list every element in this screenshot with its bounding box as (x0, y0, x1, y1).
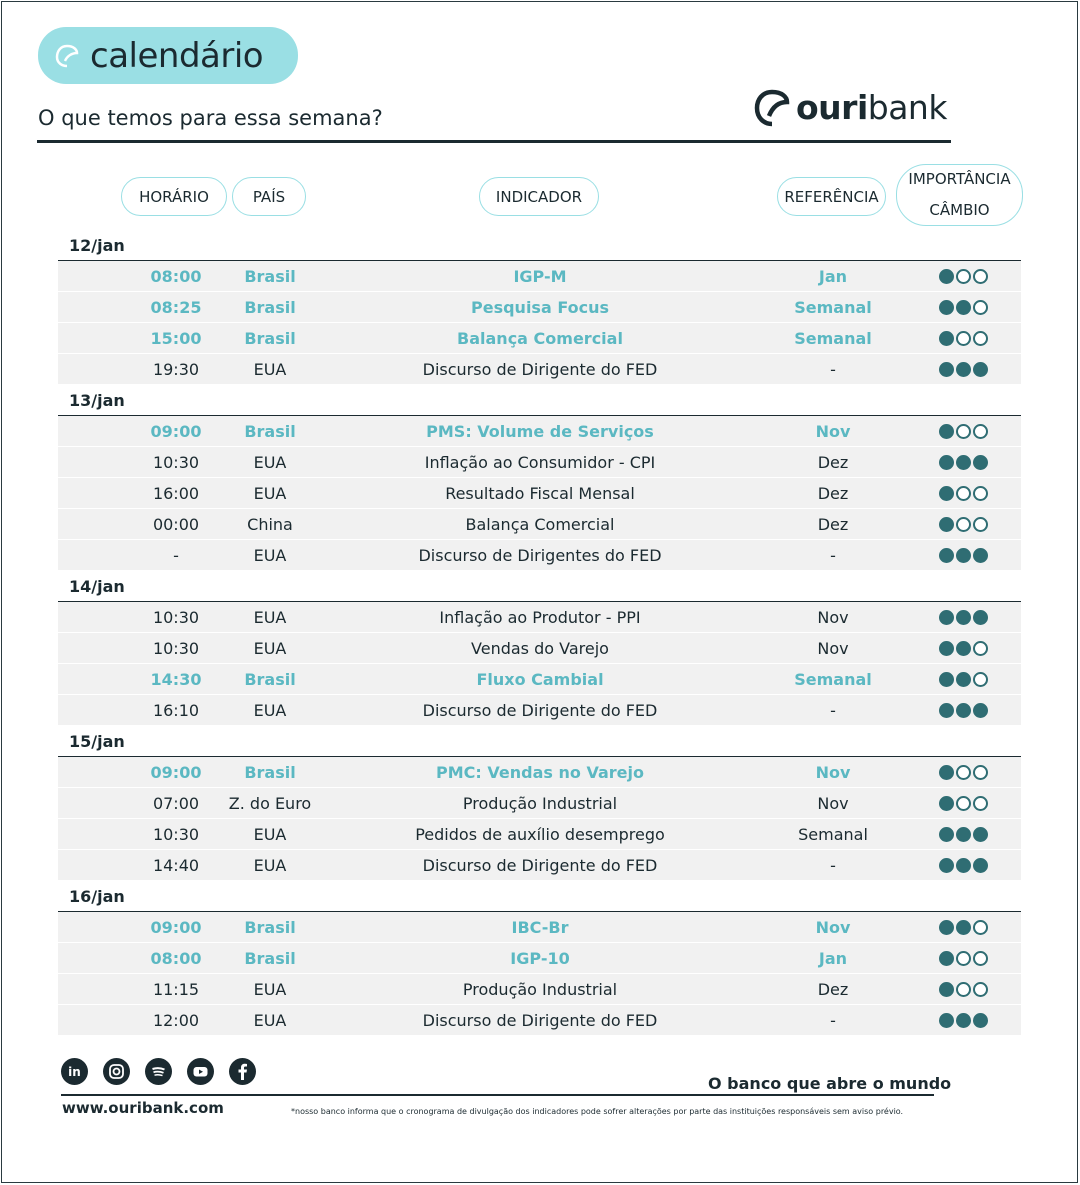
event-indicator: Discurso de Dirigente do FED (422, 1011, 658, 1030)
footer-tagline: O banco que abre o mundo (708, 1074, 952, 1093)
event-indicator: PMC: Vendas no Varejo (436, 763, 644, 782)
importance-rating (913, 912, 1013, 943)
leaf-icon (54, 43, 80, 69)
event-indicator: Discurso de Dirigentes do FED (418, 546, 662, 565)
importance-rating (913, 416, 1013, 447)
brand-name-light: bank (867, 87, 947, 127)
event-reference: Dez (817, 484, 849, 503)
event-indicator: Discurso de Dirigente do FED (422, 360, 658, 379)
importance-rating (913, 292, 1013, 323)
event-row (58, 974, 1021, 1005)
event-reference: Nov (817, 794, 849, 813)
social-links (61, 1058, 256, 1085)
event-time: 14:30 (150, 670, 202, 689)
event-country: Brasil (244, 329, 296, 348)
importance-dot-filled (956, 672, 971, 687)
event-time: 15:00 (150, 329, 202, 348)
header-divider (37, 140, 951, 143)
event-reference: Dez (817, 980, 849, 999)
event-reference: Nov (815, 763, 851, 782)
importance-dot-empty (973, 982, 988, 997)
importance-dot-filled (956, 610, 971, 625)
importance-dot-filled (973, 455, 988, 470)
importance-rating (913, 633, 1013, 664)
importance-dot-empty (973, 300, 988, 315)
event-time: 09:00 (150, 918, 202, 937)
importance-dot-empty (956, 424, 971, 439)
event-row (58, 1005, 1021, 1036)
event-country: EUA (253, 360, 287, 379)
footer-divider (61, 1094, 934, 1096)
column-header-country: PAÍS (232, 177, 306, 216)
importance-dot-filled (939, 455, 954, 470)
importance-dot-filled (956, 455, 971, 470)
event-reference: - (830, 360, 836, 379)
event-reference: Semanal (798, 825, 868, 844)
importance-dot-filled (939, 486, 954, 501)
importance-dot-empty (973, 424, 988, 439)
event-reference: Dez (817, 515, 849, 534)
event-row (58, 819, 1021, 850)
importance-dot-filled (956, 920, 971, 935)
importance-rating (913, 602, 1013, 633)
importance-dot-empty (973, 672, 988, 687)
column-header-indicator: INDICADOR (479, 177, 599, 216)
importance-dot-filled (939, 362, 954, 377)
brand-name-bold: ouri (796, 87, 868, 127)
event-time: 10:30 (152, 639, 200, 658)
importance-dot-empty (956, 796, 971, 811)
calendar-table (58, 230, 1021, 1036)
importance-rating (913, 788, 1013, 819)
event-row (58, 323, 1021, 354)
event-row (58, 695, 1021, 726)
youtube-icon[interactable] (187, 1058, 214, 1085)
event-country: EUA (253, 980, 287, 999)
brand-logo (754, 86, 947, 128)
event-reference: Nov (815, 918, 851, 937)
importance-dot-empty (956, 331, 971, 346)
event-indicator: Pedidos de auxílio desemprego (415, 825, 665, 844)
importance-dot-filled (939, 517, 954, 532)
importance-rating (913, 261, 1013, 292)
event-reference: Dez (817, 453, 849, 472)
importance-rating (913, 757, 1013, 788)
event-time: 00:00 (152, 515, 200, 534)
disclaimer-text: *nosso banco informa que o cronograma de divulgação dos indicadores pode sofrer alterações por parte das instituições responsáveis sem aviso prévio. (291, 1107, 904, 1116)
event-time: 19:30 (152, 360, 200, 379)
importance-dot-empty (973, 331, 988, 346)
facebook-icon[interactable] (229, 1058, 256, 1085)
column-header-importance-line2: CÂMBIO (929, 201, 990, 219)
event-indicator: Produção Industrial (462, 980, 618, 999)
event-indicator: Discurso de Dirigente do FED (422, 856, 658, 875)
event-row (58, 788, 1021, 819)
importance-dot-filled (973, 362, 988, 377)
column-header-reference: REFERÊNCIA (777, 177, 886, 216)
column-header-time: HORÁRIO (121, 177, 227, 216)
event-country: Brasil (244, 267, 296, 286)
event-time: 08:00 (150, 267, 202, 286)
event-row (58, 540, 1021, 571)
event-country: Z. do Euro (228, 794, 312, 813)
importance-rating (913, 1005, 1013, 1036)
importance-dot-filled (939, 765, 954, 780)
importance-dot-filled (956, 300, 971, 315)
event-row (58, 478, 1021, 509)
importance-dot-empty (956, 517, 971, 532)
importance-rating (913, 974, 1013, 1005)
importance-dot-filled (939, 703, 954, 718)
event-country: EUA (253, 546, 287, 565)
page-subtitle: O que temos para essa semana? (38, 106, 383, 130)
event-indicator: PMS: Volume de Serviços (426, 422, 654, 441)
importance-dot-filled (956, 703, 971, 718)
event-time: 14:40 (152, 856, 200, 875)
importance-rating (913, 447, 1013, 478)
event-indicator: Fluxo Cambial (476, 670, 604, 689)
importance-dot-empty (956, 982, 971, 997)
event-reference: - (830, 546, 836, 565)
importance-dot-filled (939, 331, 954, 346)
importance-dot-filled (939, 982, 954, 997)
event-time: - (173, 546, 179, 565)
event-row (58, 354, 1021, 385)
importance-dot-empty (973, 796, 988, 811)
event-row (58, 602, 1021, 633)
event-indicator: Resultado Fiscal Mensal (445, 484, 635, 503)
importance-dot-filled (973, 858, 988, 873)
event-country: Brasil (244, 422, 296, 441)
importance-dot-empty (956, 269, 971, 284)
ouribank-logo-icon (754, 86, 790, 128)
importance-dot-filled (939, 796, 954, 811)
event-indicator: Discurso de Dirigente do FED (422, 701, 658, 720)
event-time: 08:00 (150, 949, 202, 968)
importance-dot-filled (939, 641, 954, 656)
event-indicator: Inflação ao Produtor - PPI (439, 608, 641, 627)
importance-dot-filled (956, 548, 971, 563)
event-indicator: IGP-M (513, 267, 567, 286)
column-header-importance (896, 164, 1023, 226)
importance-dot-empty (956, 765, 971, 780)
importance-rating (913, 509, 1013, 540)
day-label: 12/jan (58, 230, 1021, 261)
importance-dot-empty (973, 765, 988, 780)
event-reference: Jan (818, 949, 848, 968)
event-time: 10:30 (152, 453, 200, 472)
event-time: 10:30 (152, 608, 200, 627)
importance-rating (913, 943, 1013, 974)
event-indicator: Vendas do Varejo (471, 639, 609, 658)
event-reference: - (830, 701, 836, 720)
event-country: EUA (253, 639, 287, 658)
importance-dot-empty (973, 486, 988, 501)
event-row (58, 757, 1021, 788)
event-reference: Nov (817, 639, 849, 658)
importance-dot-filled (956, 858, 971, 873)
event-time: 09:00 (150, 763, 202, 782)
instagram-icon[interactable] (103, 1058, 130, 1085)
event-reference: Semanal (794, 329, 872, 348)
event-indicator: Inflação ao Consumidor - CPI (424, 453, 656, 472)
importance-dot-empty (973, 951, 988, 966)
event-indicator: Balança Comercial (457, 329, 623, 348)
importance-rating (913, 323, 1013, 354)
event-time: 16:10 (152, 701, 200, 720)
event-indicator: IBC-Br (511, 918, 569, 937)
event-time: 09:00 (150, 422, 202, 441)
event-row (58, 261, 1021, 292)
event-country: EUA (253, 453, 287, 472)
importance-dot-filled (973, 703, 988, 718)
importance-dot-filled (973, 610, 988, 625)
event-country: Brasil (244, 670, 296, 689)
importance-rating (913, 664, 1013, 695)
day-label: 15/jan (58, 726, 1021, 757)
event-reference: - (830, 1011, 836, 1030)
event-country: Brasil (244, 298, 296, 317)
importance-dot-filled (939, 951, 954, 966)
event-row (58, 912, 1021, 943)
event-indicator: Pesquisa Focus (471, 298, 609, 317)
importance-dot-empty (973, 269, 988, 284)
importance-rating (913, 819, 1013, 850)
day-label: 13/jan (58, 385, 1021, 416)
event-country: EUA (253, 608, 287, 627)
event-indicator: Balança Comercial (465, 515, 615, 534)
event-indicator: Produção Industrial (462, 794, 618, 813)
spotify-icon[interactable] (145, 1058, 172, 1085)
importance-dot-filled (939, 858, 954, 873)
event-indicator: IGP-10 (510, 949, 570, 968)
importance-rating (913, 354, 1013, 385)
calendar-title-pill (38, 27, 298, 84)
importance-dot-filled (956, 827, 971, 842)
event-country: Brasil (244, 763, 296, 782)
importance-dot-filled (939, 424, 954, 439)
importance-rating (913, 695, 1013, 726)
event-time: 12:00 (152, 1011, 200, 1030)
svg-text:in: in (68, 1065, 81, 1079)
event-country: EUA (253, 825, 287, 844)
day-label: 16/jan (58, 881, 1021, 912)
day-label: 14/jan (58, 571, 1021, 602)
importance-dot-empty (956, 951, 971, 966)
page-title: calendário (90, 35, 264, 76)
importance-dot-filled (956, 362, 971, 377)
importance-dot-filled (939, 672, 954, 687)
event-time: 16:00 (152, 484, 200, 503)
event-row (58, 664, 1021, 695)
event-country: Brasil (244, 918, 296, 937)
event-reference: Nov (817, 608, 849, 627)
importance-dot-filled (939, 269, 954, 284)
event-time: 08:25 (150, 298, 202, 317)
importance-dot-filled (939, 920, 954, 935)
importance-dot-empty (973, 517, 988, 532)
importance-dot-filled (939, 827, 954, 842)
importance-dot-filled (939, 1013, 954, 1028)
event-country: China (247, 515, 293, 534)
event-row (58, 943, 1021, 974)
website-link[interactable]: www.ouribank.com (62, 1099, 224, 1117)
event-reference: Nov (815, 422, 851, 441)
importance-dot-filled (973, 548, 988, 563)
event-time: 10:30 (152, 825, 200, 844)
event-row (58, 509, 1021, 540)
importance-dot-filled (973, 827, 988, 842)
column-header-importance-line1: IMPORTÂNCIA (908, 170, 1011, 188)
event-country: EUA (253, 1011, 287, 1030)
event-reference: Semanal (794, 670, 872, 689)
importance-dot-empty (956, 486, 971, 501)
importance-rating (913, 540, 1013, 571)
event-row (58, 447, 1021, 478)
event-country: EUA (253, 701, 287, 720)
event-time: 11:15 (152, 980, 200, 999)
event-country: EUA (253, 484, 287, 503)
importance-dot-filled (939, 548, 954, 563)
event-reference: Semanal (794, 298, 872, 317)
importance-dot-empty (973, 920, 988, 935)
importance-rating (913, 850, 1013, 881)
event-country: Brasil (244, 949, 296, 968)
importance-dot-filled (939, 300, 954, 315)
linkedin-icon[interactable] (61, 1058, 88, 1085)
event-row (58, 850, 1021, 881)
importance-dot-filled (939, 610, 954, 625)
event-reference: Jan (818, 267, 848, 286)
importance-dot-filled (956, 1013, 971, 1028)
event-row (58, 416, 1021, 447)
event-time: 07:00 (152, 794, 200, 813)
event-reference: - (830, 856, 836, 875)
importance-rating (913, 478, 1013, 509)
importance-dot-empty (973, 641, 988, 656)
event-row (58, 633, 1021, 664)
event-row (58, 292, 1021, 323)
event-country: EUA (253, 856, 287, 875)
importance-dot-filled (973, 1013, 988, 1028)
importance-dot-filled (956, 641, 971, 656)
